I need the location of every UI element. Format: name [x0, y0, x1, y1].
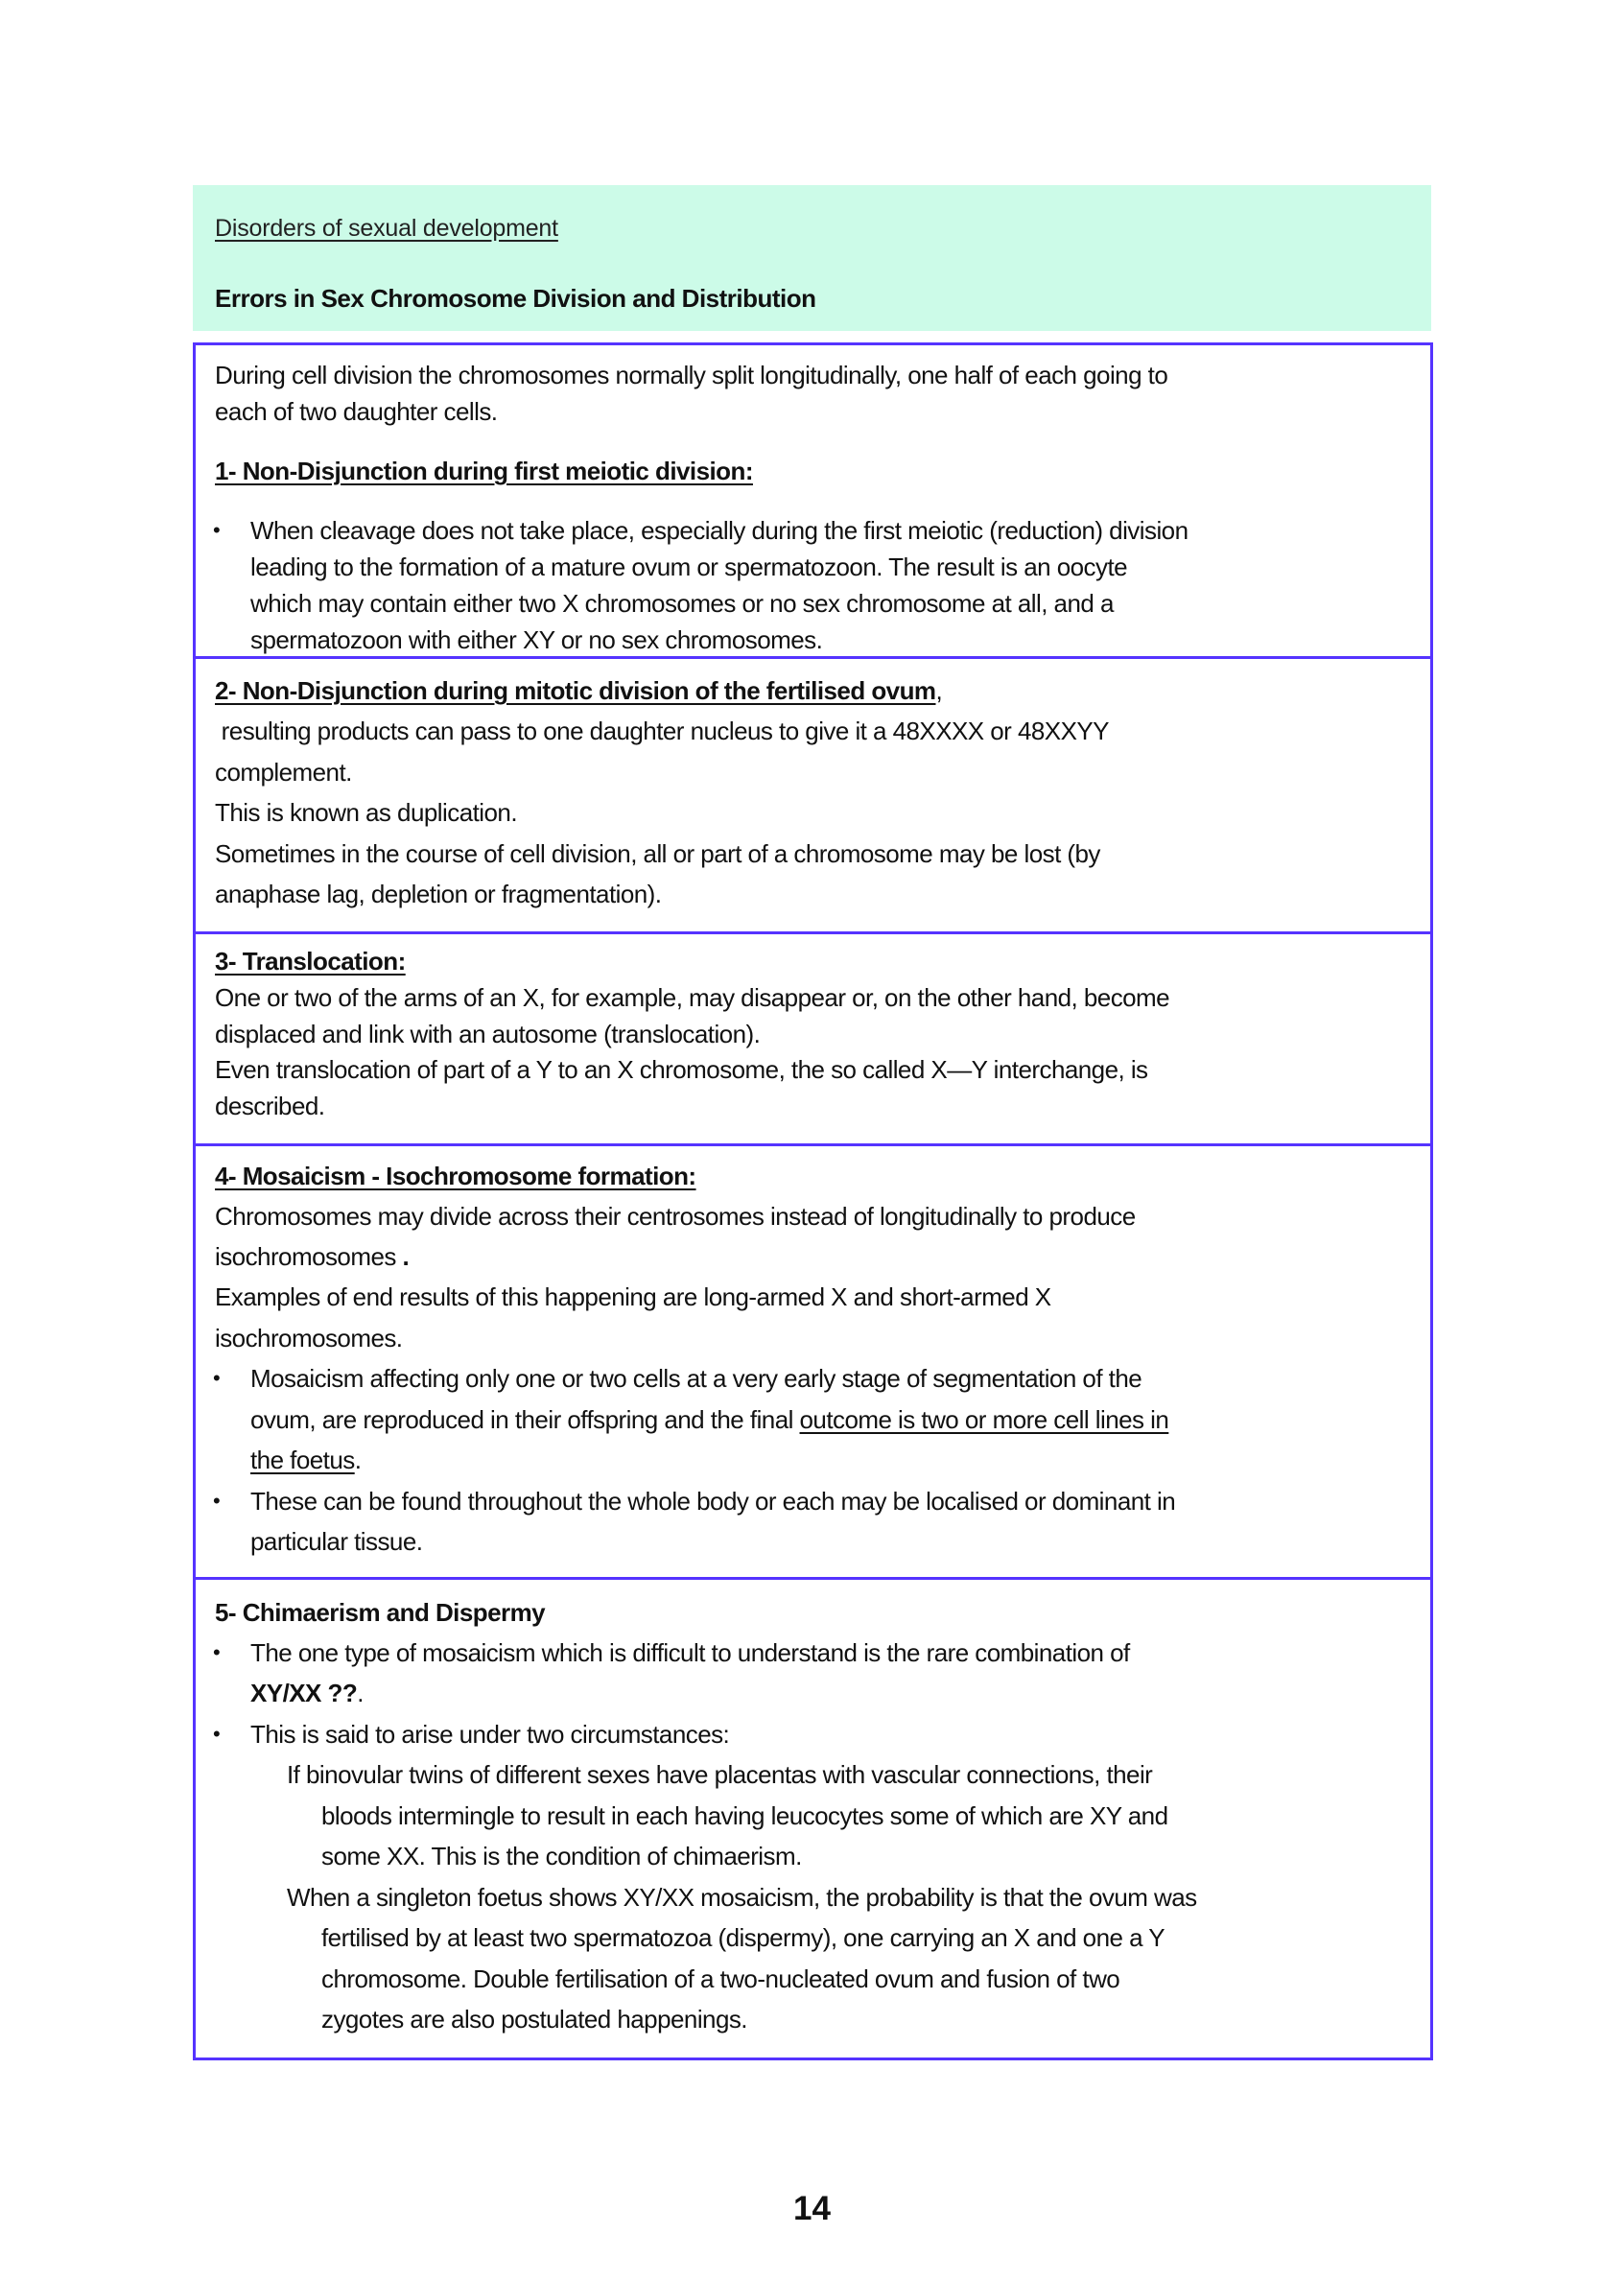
bullet-icon: •: [213, 1366, 221, 1390]
paragraph-line: described.: [215, 1092, 325, 1120]
bullet-line: [250, 1444, 361, 1476]
section-divider: [193, 931, 1431, 934]
paragraph-line: Even translocation of part of a Y to an X chromosome, the so called X—Y interchange, is: [215, 1055, 1148, 1084]
section-divider: [193, 1577, 1431, 1580]
bullet-line: The one type of mosaicism which is difficult to understand is the rare combination of: [250, 1638, 1130, 1667]
bullet-line: [250, 1403, 1168, 1436]
indented-paragraph-line: chromosome. Double fertilisation of a two-nucleated ovum and fusion of two: [321, 1964, 1120, 1993]
section-heading: 3- Translocation:: [215, 947, 406, 976]
bullet-line: spermatozoon with either XY or no sex chromosomes.: [250, 625, 823, 654]
bullet-line: leading to the formation of a mature ovum or spermatozoon. The result is an oocyte: [250, 553, 1128, 581]
indented-paragraph-line: zygotes are also postulated happenings.: [321, 2005, 747, 2034]
bullet-icon: •: [213, 518, 221, 542]
paragraph-line: One or two of the arms of an X, for example, may disappear or, on the other hand, become: [215, 983, 1170, 1012]
paragraph-line: [215, 1240, 409, 1273]
underlined-text: outcome is two or more cell lines in: [799, 1405, 1169, 1434]
bullet-text: .: [357, 1679, 364, 1707]
bullet-line: which may contain either two X chromosomes or no sex chromosome at all, and a: [250, 589, 1114, 618]
paragraph-text: resulting products can pass to one daughter nucleus to give it a 48XXXX or 48XXYY: [215, 717, 1109, 745]
paragraph-line: complement.: [215, 758, 352, 787]
section-heading: 2- Non-Disjunction during mitotic division of the fertilised ovum: [215, 676, 936, 705]
page-title: Errors in Sex Chromosome Division and Distribution: [215, 284, 816, 313]
paragraph-line: Chromosomes may divide across their centrosomes instead of longitudinally to produce: [215, 1202, 1136, 1231]
bullet-icon: •: [213, 1640, 221, 1664]
bullet-icon: •: [213, 1722, 221, 1746]
bullet-line: [250, 1677, 364, 1709]
section-heading: 1- Non-Disjunction during first meiotic division:: [215, 457, 753, 485]
paragraph-text: isochromosomes: [215, 1242, 403, 1271]
paragraph-line: Examples of end results of this happening are long-armed X and short-armed X: [215, 1282, 1051, 1311]
bullet-line: When cleavage does not take place, especially during the first meiotic (reduction) division: [250, 516, 1189, 545]
bullet-line: Mosaicism affecting only one or two cells at a very early stage of segmentation of the: [250, 1364, 1142, 1393]
bullet-line: This is said to arise under two circumstances:: [250, 1720, 730, 1749]
bold-text: XY/XX ??: [250, 1679, 358, 1707]
bullet-line: particular tissue.: [250, 1527, 423, 1556]
section-subtitle: Disorders of sexual development: [215, 215, 558, 242]
heading-comma: ,: [935, 676, 943, 705]
indented-paragraph-line: When a singleton foetus shows XY/XX mosaicism, the probability is that the ovum was: [287, 1883, 1197, 1912]
paragraph-line: each of two daughter cells.: [215, 397, 498, 426]
page-number: 14: [793, 2190, 831, 2227]
paragraph-line: anaphase lag, depletion or fragmentation).: [215, 880, 662, 908]
section-divider: [193, 1143, 1431, 1146]
paragraph-line: This is known as duplication.: [215, 798, 517, 827]
section-heading-row: [215, 674, 942, 707]
bullet-text: ovum, are reproduced in their offspring and the final: [250, 1405, 800, 1434]
underlined-text: the foetus: [250, 1446, 355, 1474]
indented-paragraph-line: bloods intermingle to result in each having leucocytes some of which are XY and: [321, 1801, 1168, 1830]
section-heading: 4- Mosaicism - Isochromosome formation:: [215, 1162, 696, 1190]
bullet-text: .: [354, 1446, 362, 1474]
paragraph-line: Sometimes in the course of cell division, all or part of a chromosome may be lost (by: [215, 839, 1100, 868]
section-divider: [193, 656, 1431, 659]
paragraph-line: displaced and link with an autosome (translocation).: [215, 1020, 761, 1048]
bullet-line: These can be found throughout the whole body or each may be localised or dominant in: [250, 1487, 1176, 1516]
indented-paragraph-line: some XX. This is the condition of chimaerism.: [321, 1842, 802, 1870]
paragraph-line: [215, 715, 1109, 747]
indented-paragraph-line: fertilised by at least two spermatozoa (dispermy), one carrying an X and one a Y: [321, 1923, 1165, 1952]
paragraph-line: During cell division the chromosomes normally split longitudinally, one half of each going to: [215, 361, 1168, 389]
paragraph-line: isochromosomes.: [215, 1324, 403, 1352]
indented-paragraph-line: If binovular twins of different sexes have placentas with vascular connections, their: [287, 1760, 1153, 1789]
bold-period: .: [402, 1242, 410, 1271]
section-heading: 5- Chimaerism and Dispermy: [215, 1598, 546, 1627]
bullet-icon: •: [213, 1489, 221, 1513]
